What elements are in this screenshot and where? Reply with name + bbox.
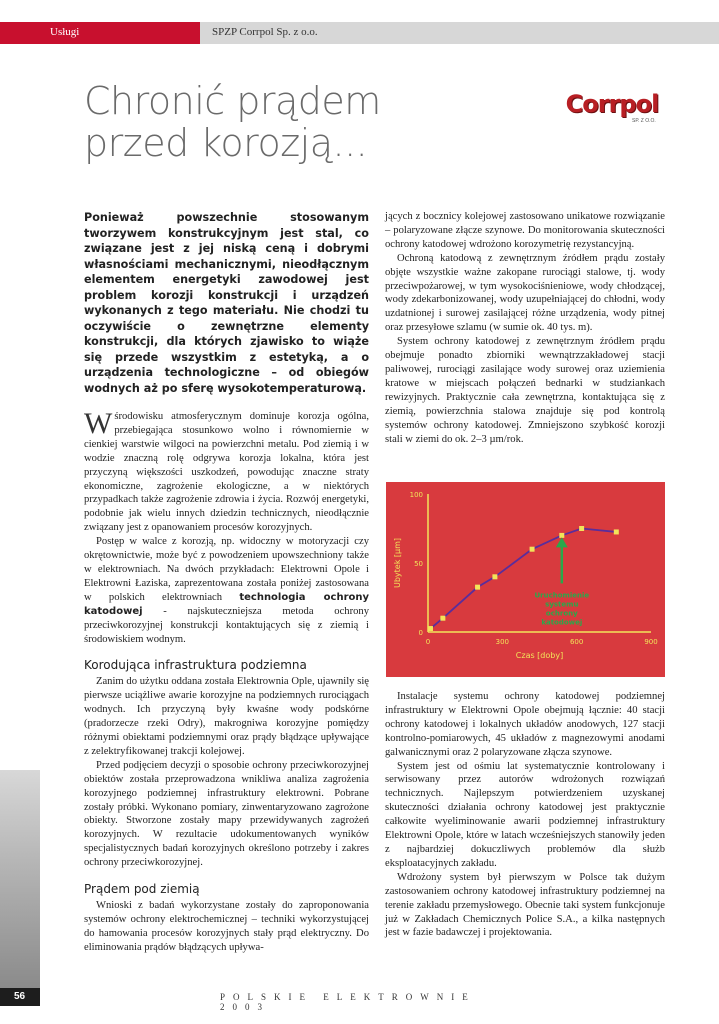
publisher-label: SPZP Corrpol Sp. z o.o.: [200, 22, 719, 44]
y-tick-label: 100: [409, 491, 423, 499]
body-paragraph: Ochroną katodową z zewnętrznym źródłem prądu zostały objęte wszystkie ważne zakopane rurociągi stalowe, tj. wody przeciwpożarowej, w tym wysokociśnieniowe, wody chłodzącej, wody zdekarbonizowanej, wody uzupełniającej do chłodni, wody uzdatnionej i surowej zasilającej różne urządzenia, wody pitnej oraz przesyłowe szlamu (w sumie ok. 40 tys. m).: [385, 252, 665, 334]
x-axis-label: Czas [doby]: [515, 651, 564, 660]
annotation-label: ochrony: [545, 609, 578, 618]
x-tick-label: 0: [425, 638, 431, 646]
x-tick-label: 600: [569, 638, 584, 646]
x-tick-label: 900: [644, 638, 658, 646]
body-paragraph: Zanim do użytku oddana została Elektrownia Ople, ujawnily się pierwsze uciążliwe awarie korozyjne na podziemnych rurociągach wodnych. Ich przyczyną były kwaśne wody podskórne (pradorzecze rzeki Odry), makrogniwa korozyjne pomiędzy różnymi obiektami podziemnymi oraz prądy błądzące upływające z zelektryfikowanej trakcji kolejowej.: [84, 676, 369, 757]
paragraph-text: środowisku atmosferycznym dominuje korozja ogólna, przebiegająca stosunkowo wolno i równomiernie w cienkiej warstwie wilgoci na powierzchni metalu. Pod ziemią i w wodzie znaczną rolę odgrywa korozja lokalna, która jest przyczyną większości uszkodzeń, powodując znaczne straty ekonomiczne, zagrożenie ekologiczne, a w niektórych przypadkach także zagrożenie zdrowia i życia. Rozwój energetyki, podobnie jak wielu innych dziedzin technicznych, nieodłącznie związany jest z opanowaniem procesów korozyjnych.: [84, 411, 369, 534]
logo-text: Corrpol: [565, 90, 659, 118]
y-tick-label: 0: [418, 629, 423, 637]
body-paragraph: System ochrony katodowej z zewnętrznym źródłem prądu obejmuje ponadto zbiorniki wewnątrzzakładowej stacji paliwowej, rurociągi zasilające wody surowej oraz uziemienia kratowe w miejscach połączeń bednarki w studziankach rewizyjnych. Praktycznie cała zewnętrzna, kontaktująca się z ziemią, powierzchnia stalowa znajduje się pod kontrolą systemów ochrony katodowej. Zmniejszono szybkość korozji stali w ziemi do ok. 2–3 µm/rok.: [385, 336, 665, 445]
corrosion-chart: [386, 482, 665, 677]
body-paragraph: Wdrożony system był pierwszym w Polsce tak dużym zastosowaniem ochrony katodowej infrastruktury podziemnej na terenie zakładu przemysłowego. Obecnie taki system funkcjonuje już w Zakładach Chemicznych Police S.A., a kilka następnych jest w fazie badawczej i projektowania.: [385, 871, 665, 939]
body-paragraph: Instalacje systemu ochrony katodowej podziemnej infrastruktury w Elektrowni Opole obejmują łącznie: 40 stacji ochrony katodowej i lokalnych układów anodowych, 127 stacji kontrolno-pomiarowych, 45 układów z magnezowymi anodami galwanicznymi oraz 2 polaryzowane złącza szynowe.: [385, 691, 665, 758]
decorative-photo-strip: [0, 770, 40, 990]
left-column: [84, 210, 369, 955]
data-point: [579, 526, 584, 531]
logo-subtext: SP. Z O.O.: [632, 118, 656, 124]
y-axis-label: Ubytek [µm]: [393, 537, 402, 589]
chart-svg: [386, 482, 665, 677]
body-paragraph: [84, 535, 369, 646]
data-point: [530, 547, 535, 552]
section-label: Usługi: [0, 22, 200, 44]
right-column-top: [385, 210, 665, 446]
drop-cap: W: [84, 407, 113, 440]
y-tick-label: 50: [414, 560, 423, 568]
title-line-1: Chronić prądem: [84, 79, 381, 123]
title-line-2: przed korozją...: [84, 121, 368, 165]
data-point: [614, 529, 619, 534]
annotation-label: Uruchomienie: [534, 591, 590, 600]
paragraph-text: Postęp w walce z korozją, np. widoczny w motoryzacji czy okrętownictwie, może być z powodzeniem upowszechniony także w elektrowniach. Na dwóch przykładach: Elektrowni Opole i Elektrowni Łaziska, zaprezentowana została poniżej zastosowana w polskich elektrowniach: [84, 536, 369, 603]
annotation-label: systemu: [545, 600, 579, 609]
x-tick-label: 300: [495, 638, 510, 646]
data-point: [559, 533, 564, 538]
data-point: [428, 626, 433, 631]
corrpol-logo: [562, 88, 662, 128]
data-point: [440, 616, 445, 621]
data-series-line: [430, 529, 616, 629]
lead-paragraph: Ponieważ powszechnie stosowanym tworzywem konstrukcyjnym jest stal, co związane jest z jej niską ceną i dobrymi własnościami mechanicznymi, nieodłącznym elementem energetyki zawodowej jest problem korozji konstrukcji i urządzeń wykonanych z tego materiału. Nie chodzi tu oczywiście o zewnętrzne elementy konstrukcji, dla których zjawisko to wiąże się przede wszystkim z estetyką, a o urządzenia technologiczne – od obiegów wodnych aż po sferę wysokotemperaturową.: [84, 211, 369, 395]
annotation-label: katodowej: [541, 618, 583, 627]
subheading: Korodująca infrastruktura podziemna: [84, 658, 307, 673]
header-bar: [0, 22, 719, 44]
magazine-footer: POLSKIE ELEKTROWNIE 2003: [220, 992, 476, 1012]
body-paragraph: Przed podjęciem decyzji o sposobie ochrony przeciwkorozyjnej obiektów została przeprowadzona wnikliwa analiza zagrożenia korozyjnego podziemnej infrastruktury elektrowni. Pobrane zostały próbki. Wykonano pomiary, zinwentaryzowano zagrożone obiekty. Stworzone zostały mapy przewidywanych zagrożeń korozyjnych. W rezultacie udokumentowanych wyników specjalistycznych badań korozyjnych określono potrzeby i zakres ochrony przeciwkorozyjnej.: [84, 759, 369, 869]
right-column-bottom: [385, 690, 665, 940]
data-point: [475, 585, 480, 590]
subheading: Prądem pod ziemią: [84, 882, 200, 897]
body-paragraph: Wnioski z badań wykorzystane zostały do zaproponowania systemów ochrony elektrochemicznej – techniki wykorzystującej do hamowania procesów korozyjnych stały prąd elektryczny. Do eliminowania prądów błądzących upływa-: [84, 900, 369, 953]
bold-phrase: technologia ochrony katodowej: [84, 591, 370, 617]
annotation-arrowhead: [556, 537, 568, 547]
body-paragraph: [84, 407, 369, 535]
paragraph-text: - najskuteczniejsza metoda ochrony przeciwkorozyjnej konstrukcji kontaktujących się z ziemią i środowiskiem wodnym.: [84, 605, 369, 645]
page-number: 56: [0, 988, 40, 1006]
data-point: [492, 574, 497, 579]
page-title: [84, 80, 504, 164]
body-paragraph: jących z bocznicy kolejowej zastosowano unikatowe rozwiązanie – polaryzowane złącze szynowe. Do monitorowania skuteczności ochrony katodowej wdrożono korozymetrię rezystancyjną.: [385, 211, 665, 250]
body-paragraph: System jest od ośmiu lat systematycznie kontrolowany i serwisowany przez autorów wdrożonych rozwiązań technicznych. Najlepszym potwierdzeniem uzyskanej skuteczności działania ochrony katodowej jest praktycznie całkowite wyeliminowanie awarii podziemnej infrastruktury Elektrowni Opole, które w latach wcześniejszych stanowiły jeden z najbardziej dokuczliwych problemów dla służb eksploatacyjnych zakładu.: [385, 760, 665, 869]
